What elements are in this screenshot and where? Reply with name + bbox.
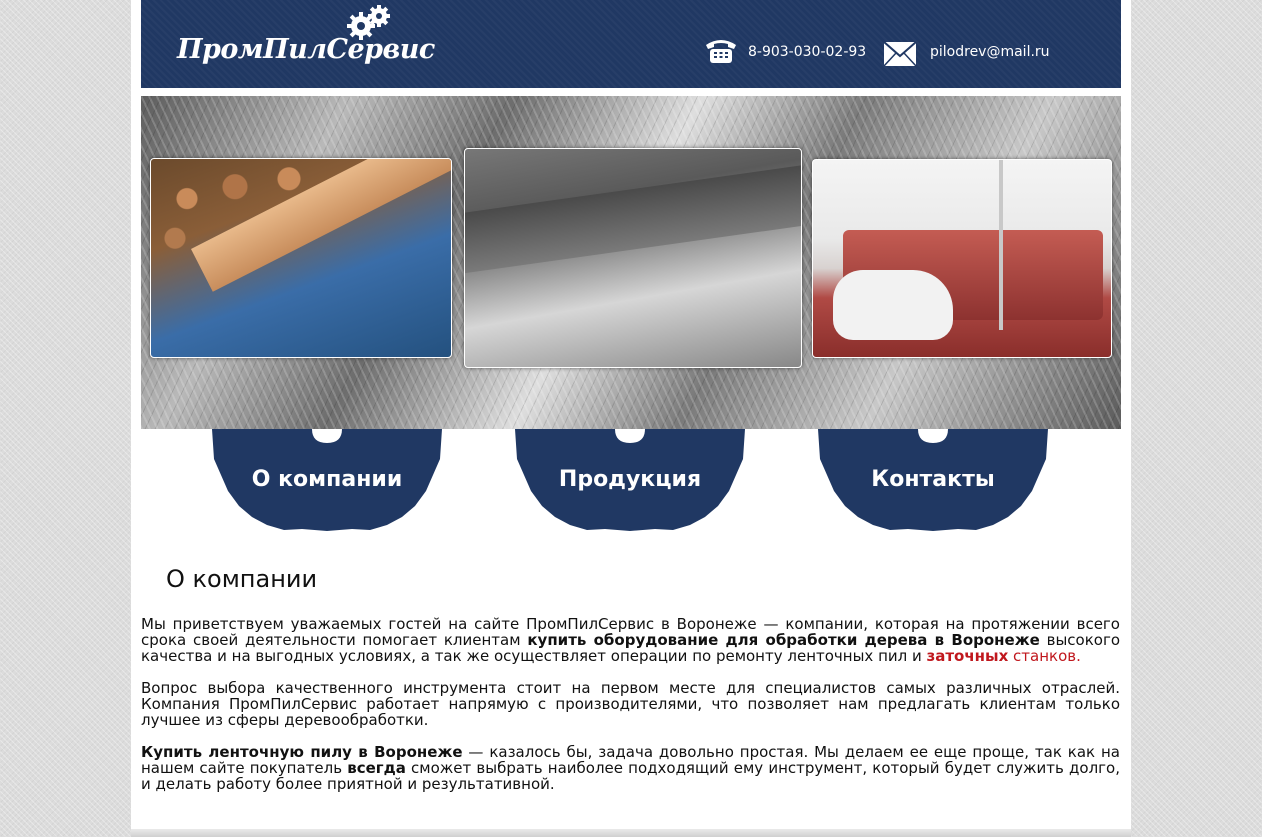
main-content (141, 616, 1120, 808)
bandsaw-blade-photo (464, 148, 802, 368)
header-phone[interactable]: 8-903-030-02-93 (748, 44, 867, 60)
page-title: О компании (166, 565, 318, 593)
quality-paragraph: Вопрос выбора качественного инструмента стоит на первом месте для специалистов самых различных отраслей. Компания ПромПилСервис работает напрямую с производителями, что позволяет нам предлагать клиентам только лучшее из сферы деревообработки. (141, 679, 1120, 729)
header-email[interactable]: pilodrev@mail.ru (930, 44, 1050, 60)
nav-about[interactable] (212, 429, 442, 531)
phone-icon (704, 37, 738, 65)
hero-banner (141, 96, 1121, 429)
buy-paragraph: Купить ленточную пилу в Воронеже — казалось бы, задача довольно простая. Мы делаем ее еще проще, так как на нашем сайте покупатель всегда сможет выбрать наиболее подходящий ему инструмент, который будет служить долго, и делать работу более приятной и результативной. (141, 743, 1120, 793)
lumber-sawmill-photo (150, 158, 452, 358)
nav-contacts-label: Контакты (871, 467, 995, 492)
sharpening-machines-link[interactable]: заточных станков. (926, 647, 1081, 665)
meat-bandsaw-photo (812, 159, 1112, 358)
page-bottom-edge (131, 829, 1131, 837)
mail-icon (883, 41, 917, 67)
nav-products[interactable] (515, 429, 745, 531)
nav-about-label: О компании (251, 467, 403, 492)
site-logo[interactable]: ПромПилСервис (177, 34, 435, 65)
nav-products-label: Продукция (558, 467, 702, 492)
intro-paragraph: Мы приветствуем уважаемых гостей на сайте ПромПилСервис в Воронеже — компании, которая на протяжении всего срока своей деятельности помогает клиентам купить оборудование для обработки дерева в Воронеже высокого качества и на выгодных условиях, а так же осуществляет операции по ремонту ленточных пил и заточных станков. (141, 615, 1121, 665)
nav-contacts[interactable] (818, 429, 1048, 531)
site-header (141, 0, 1121, 88)
